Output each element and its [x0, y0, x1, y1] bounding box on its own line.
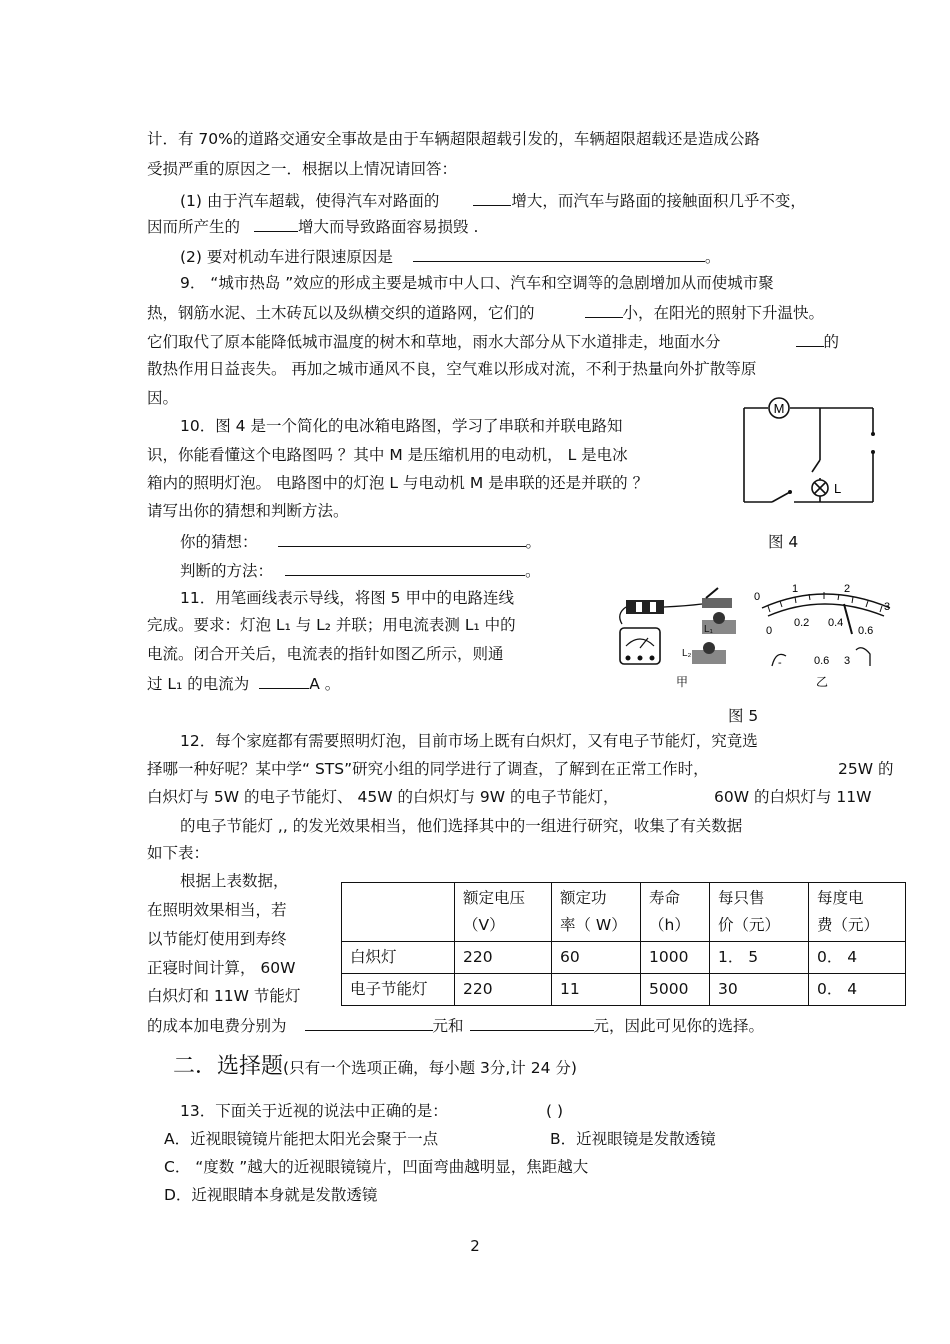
q8-part1-text-d: 增大而导致路面容易损毁 .: [298, 218, 479, 236]
q12-line-4: 的电子节能灯 ,, 的发光效果相当，他们选择其中的一组进行研究，收集了有关数据: [180, 817, 743, 835]
q9-line-4: 散热作用日益丧失。 再加之城市通风不良，空气难以形成对流，不利于热量向外扩散等原: [147, 360, 757, 378]
figure-5-jia: [606, 584, 756, 694]
q10-method: [180, 559, 541, 581]
q9-answer-blank-2[interactable]: [796, 330, 824, 347]
q11-line-1: 11．用笔画线表示导线，将图 5 甲中的电路连线: [180, 589, 514, 607]
figure-4-caption: 图 4: [768, 533, 799, 551]
q9-answer-blank-1[interactable]: [585, 301, 623, 318]
q12-side-1: 根据上表数据，: [180, 872, 289, 890]
q12-side-3: 以节能灯使用到寿终: [147, 930, 287, 948]
figure-5-yi: [752, 584, 902, 694]
q10-line-1: 10．图 4 是一个简化的电冰箱电路图，学习了串联和并联电路知: [180, 417, 623, 435]
ammeter-needle: [844, 604, 852, 634]
q12-answer-blank-2[interactable]: [470, 1014, 594, 1031]
q8-answer-blank-1[interactable]: [473, 189, 511, 206]
section-2-heading: [173, 1053, 577, 1082]
lamp-l1-label: L₁: [704, 624, 713, 635]
q13-option-c[interactable]: C． “度数 ”越大的近视眼镜镜片，凹面弯曲越明显，焦距越大: [164, 1158, 589, 1176]
q10-line-4: 请写出你的猜想和判断方法。: [147, 502, 349, 520]
section-2-note: (只有一个选项正确，每小题 3分,计 24 分): [283, 1059, 577, 1077]
table-cell: 60: [552, 942, 641, 974]
q8-part2-text-a: (2) 要对机动车进行限速原因是: [180, 248, 393, 266]
q8-part1: [180, 189, 806, 211]
table-cell: 220: [455, 974, 552, 1006]
table-row: [342, 942, 906, 974]
section-2-title: 二．选择题: [173, 1054, 284, 1079]
table-header-cell: 每度电 费（元）: [809, 883, 906, 942]
q11-line-2: 完成。要求：灯泡 L₁ 与 L₂ 并联；用电流表测 L₁ 中的: [147, 616, 516, 634]
table-cell: 0． 4: [809, 942, 906, 974]
q12-line-1: 12．每个家庭都有需要照明灯泡，目前市场上既有白炽灯，又有电子节能灯，究竟选: [180, 732, 758, 750]
table-header-cell: 每只售 价（元）: [710, 883, 809, 942]
terminal-0-6: 0.6: [814, 655, 830, 667]
q12-side-5: 白炽灯和 11W 节能灯: [147, 987, 301, 1005]
battery-symbol: [626, 600, 664, 614]
scale-bottom-3: 0.6: [858, 625, 874, 637]
table-cell: 0． 4: [809, 974, 906, 1006]
lamp-data-table: [341, 882, 906, 1006]
figure-4-circuit: [738, 396, 888, 516]
q13-answer-paren[interactable]: ( ): [546, 1102, 564, 1120]
terminal-neg: -: [778, 657, 782, 669]
lamp-label: L: [834, 481, 842, 496]
figure-5-yi-label: 乙: [816, 675, 829, 689]
q11-line-4: [147, 672, 340, 694]
q12-answer-blank-1[interactable]: [305, 1014, 433, 1031]
scale-top-0: 0: [754, 591, 761, 603]
q12-last-a: 的成本加电费分别为: [147, 1017, 287, 1035]
q12-side-2: 在照明效果相当，若: [147, 901, 287, 919]
scale-top-1: 1: [792, 584, 799, 595]
q8-part1-cont: [147, 215, 478, 237]
q10-method-blank[interactable]: [285, 559, 525, 576]
intro-line-1: 计．有 70%的道路交通安全事故是由于车辆超限超载引发的，车辆超限超载还是造成公路: [147, 130, 760, 148]
table-cell: 1000: [641, 942, 710, 974]
q10-guess: [180, 530, 541, 552]
q8-part1-text-a: (1) 由于汽车超载，使得汽车对路面的: [180, 192, 440, 210]
q12-line-3b: 60W 的白炽灯与 11W: [714, 788, 872, 806]
q13-option-d[interactable]: D．近视眼睛本身就是发散透镜: [164, 1186, 378, 1204]
switch-symbol: [702, 598, 732, 608]
q9-line-3b: 的: [823, 333, 840, 351]
table-cell: 220: [455, 942, 552, 974]
q9-line-2: [147, 301, 824, 323]
q11-line-3: 电流。闭合开关后，电流表的指针如图乙所示，则通: [147, 645, 504, 663]
q10-line-2: 识，你能看懂这个电路图吗 ？其中 M 是压缩机用的电动机， L 是电冰: [147, 446, 628, 464]
q10-guess-label: 你的猜想：: [180, 533, 258, 551]
table-header-row: [342, 883, 906, 942]
q8-part1-text-b: 增大，而汽车与路面的接触面积几乎不变，: [511, 192, 806, 210]
q13-option-a[interactable]: A．近视眼镜镜片能把太阳光会聚于一点: [164, 1130, 439, 1148]
table-cell: 11: [552, 974, 641, 1006]
q10-guess-blank[interactable]: [278, 530, 526, 547]
q8-answer-blank-3[interactable]: [413, 245, 705, 262]
q9-line-5: 因。: [147, 389, 179, 407]
q8-part1-text-c: 因而所产生的: [147, 218, 241, 236]
table-cell: 电子节能灯: [342, 974, 455, 1006]
q11-line-4a: 过 L₁ 的电流为: [147, 675, 250, 693]
scale-bottom-2: 0.4: [828, 617, 844, 629]
q9-line-3: [147, 330, 839, 352]
terminal-3: 3: [844, 655, 851, 667]
q11-answer-blank[interactable]: [259, 672, 309, 689]
q12-line-3a: 白炽灯与 5W 的电子节能灯、 45W 的白炽灯与 9W 的电子节能灯，: [147, 788, 619, 806]
q10-method-label: 判断的方法：: [180, 562, 274, 580]
q13-option-b[interactable]: B．近视眼镜是发散透镜: [550, 1130, 716, 1148]
q12-last-line: [147, 1014, 764, 1036]
table-header-cell: [342, 883, 455, 942]
q12-line-5: 如下表：: [147, 844, 210, 862]
q12-last-b: 元和: [432, 1017, 464, 1035]
q8-answer-blank-2[interactable]: [254, 215, 298, 232]
figure-5-jia-label: 甲: [676, 675, 689, 689]
q10-guess-end: 。: [525, 533, 542, 551]
table-cell: 白炽灯: [342, 942, 455, 974]
table-header-cell: 额定电压 （V）: [455, 883, 552, 942]
q8-part2: [180, 245, 720, 267]
q8-part2-end: 。: [704, 248, 721, 266]
q10-line-3: 箱内的照明灯泡。 电路图中的灯泡 L 与电动机 M 是串联的还是并联的 ？: [147, 474, 649, 492]
table-cell: 1． 5: [710, 942, 809, 974]
q12-side-4: 正寝时间计算， 60W: [147, 959, 296, 977]
q12-line-2b: 25W 的: [838, 760, 894, 778]
scale-bottom-1: 0.2: [794, 617, 810, 629]
q9-line-3a: 它们取代了原本能降低城市温度的树木和草地，雨水大部分从下水道排走，地面水分: [147, 333, 721, 351]
table-cell: 5000: [641, 974, 710, 1006]
q9-line-1: 9． “城市热岛 ”效应的形成主要是城市中人口、汽车和空调等的急剧增加从而使城市聚: [180, 274, 774, 292]
table-header-cell: 额定功 率（ W）: [552, 883, 641, 942]
scale-top-3: 3: [884, 601, 891, 613]
scale-top-2: 2: [844, 584, 851, 595]
table-cell: 30: [710, 974, 809, 1006]
q12-line-2a: 择哪一种好呢？某中学“ STS”研究小组的同学进行了调查，了解到在正常工作时，: [147, 760, 709, 778]
scale-bottom-0: 0: [766, 625, 773, 637]
table-row: [342, 974, 906, 1006]
q12-last-c: 元，因此可见你的选择。: [593, 1017, 765, 1035]
q9-line-2a: 热，钢筋水泥、土木砖瓦以及纵横交织的道路网，它们的: [147, 304, 535, 322]
q11-line-4b: A 。: [309, 675, 341, 693]
lamp-l2-label: L₂: [682, 648, 692, 659]
q12-line-2: [147, 759, 709, 779]
q10-method-end: 。: [525, 562, 541, 580]
page-number: 2: [470, 1237, 480, 1255]
table-header-cell: 寿命 （h）: [641, 883, 710, 942]
q13-stem: 13．下面关于近视的说法中正确的是：: [180, 1102, 448, 1120]
figure-5-caption: 图 5: [728, 707, 759, 725]
intro-line-2: 受损严重的原因之一．根据以上情况请回答：: [147, 160, 458, 178]
q9-line-2b: 小，在阳光的照射下升温快。: [622, 304, 825, 322]
motor-label: M: [773, 401, 785, 416]
